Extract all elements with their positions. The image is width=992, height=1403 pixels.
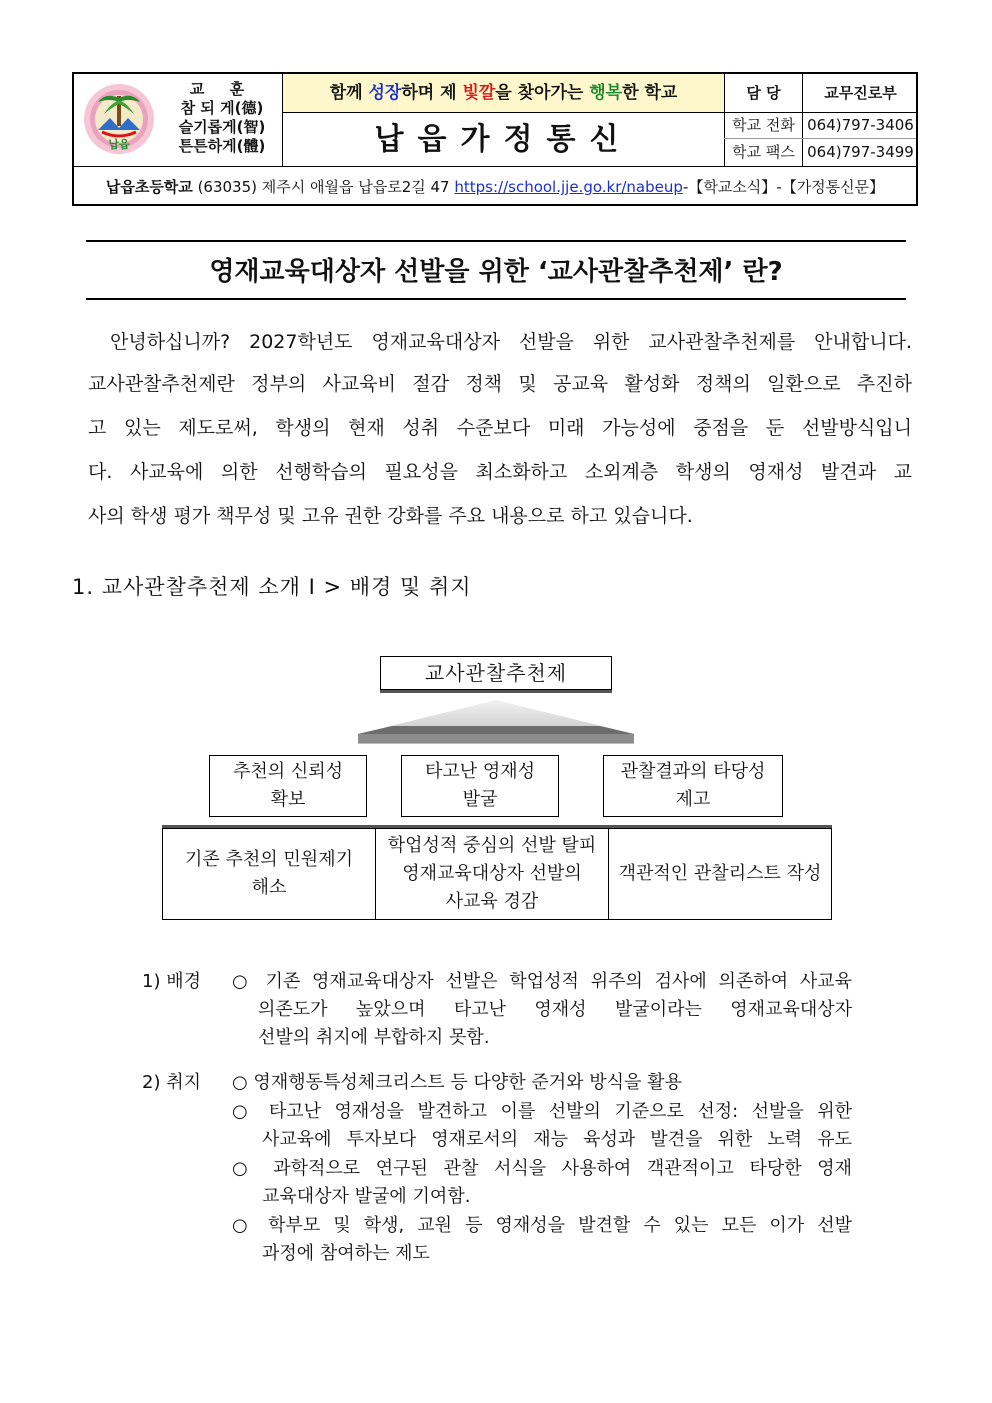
motto-title: 교 훈 (189, 80, 255, 98)
base-cell: 학업성적 중심의 선발 탈피 영재교육대상자 선발의 사교육 경감 (376, 829, 609, 919)
newsletter-title: 납읍가정통신 (374, 122, 633, 157)
section-heading: 1. 교사관찰추천제 소개 Ⅰ > 배경 및 취지 (72, 575, 472, 599)
school-logo-icon (82, 82, 156, 156)
title-rule-top (86, 240, 906, 242)
pillar-box: 추천의 신뢰성 확보 (209, 755, 367, 817)
title-rule-bottom (86, 298, 906, 300)
list-label-purpose: 2) 취지 (142, 1072, 201, 1093)
list-item: 의존도가 높았으며 타고난 영재성 발굴이라는 영재교육대상자 (258, 999, 852, 1020)
school-slogan: 함께 성장하며 제 빛깔을 찾아가는 행복한 학교 (329, 83, 678, 103)
list-item: ○ 기존 영재교육대상자 선발은 학업성적 위주의 검사에 의존하여 사교육 (232, 971, 852, 992)
intro-line: 고 있는 제도로써, 학생의 현재 성취 수준보다 미래 가능성에 중점을 둔 선발방식입니 (88, 417, 912, 439)
pillar-box: 타고난 영재성 발굴 (401, 755, 559, 817)
phone-value: 064)797-3406 (807, 116, 914, 134)
school-motto (164, 80, 280, 156)
intro-line: 안녕하십니까? 2027학년도 영재교육대상자 선발을 위한 교사관찰추천제를 안내합니다. (110, 331, 912, 353)
svg-text:납읍: 납읍 (108, 138, 130, 151)
list-item: ○ 학부모 및 학생, 교원 등 영재성을 발견할 수 있는 모든 이가 선발 (232, 1215, 852, 1236)
pillar-box: 관찰결과의 타당성 제고 (603, 755, 783, 817)
motto-line: 튼튼하게(體) (178, 137, 266, 155)
school-name: 납읍초등학교 (105, 178, 193, 196)
diagram-top-box: 교사관찰추천제 (380, 656, 612, 690)
intro-line: 교사관찰추천제란 정부의 사교육비 절감 정책 및 공교육 활성화 정책의 일환으로 추진하 (88, 373, 912, 395)
diagram-roof-icon (356, 696, 636, 746)
school-info-line (74, 168, 916, 206)
owner-value: 교무진로부 (824, 84, 897, 102)
list-item: 과정에 참여하는 제도 (262, 1243, 430, 1264)
school-website-link[interactable]: https://school.jje.go.kr/nabeup (454, 178, 683, 196)
intro-line: 다. 사교육에 의한 선행학습의 필요성을 최소화하고 소외계층 학생의 영재성 발견과 교 (88, 461, 912, 483)
diagram-base-table (162, 828, 832, 920)
list-item: ○ 영재행동특성체크리스트 등 다양한 준거와 방식을 활용 (232, 1072, 682, 1093)
list-item: ○ 타고난 영재성을 발견하고 이를 선발의 기준으로 선정: 선발을 위한 (232, 1101, 852, 1122)
list-item: 사교육에 투자보다 영재로서의 재능 육성과 발견을 위한 노력 유도 (262, 1129, 852, 1150)
motto-line: 참 되 게(德) (180, 99, 264, 117)
intro-line: 사의 학생 평가 책무성 및 고유 권한 강화를 주요 내용으로 하고 있습니다. (88, 505, 693, 527)
fax-label: 학교 팩스 (732, 143, 795, 161)
school-address: (63035) 제주시 애월읍 납읍로2길 47 (192, 178, 455, 196)
fax-value: 064)797-3499 (807, 143, 914, 161)
list-item: ○ 과학적으로 연구된 관찰 서식을 사용하여 객관적이고 타당한 영재 (232, 1158, 852, 1179)
list-label-background: 1) 배경 (142, 971, 201, 992)
motto-line: 슬기롭게(智) (178, 118, 266, 136)
owner-label: 담 당 (746, 84, 781, 102)
menu-path: -【학교소식】-【가정통신문】 (682, 178, 885, 196)
list-item: 교육대상자 발굴에 기여함. (262, 1186, 471, 1207)
phone-label: 학교 전화 (732, 116, 795, 134)
page-title: 영재교육대상자 선발을 위한 ‘교사관찰추천제’ 란? (209, 257, 783, 287)
list-item: 선발의 취지에 부합하지 못함. (258, 1027, 490, 1048)
newsletter-header (72, 72, 918, 206)
base-cell: 기존 추천의 민원제기 해소 (163, 829, 376, 919)
base-cell: 객관적인 관찰리스트 작성 (618, 863, 822, 884)
